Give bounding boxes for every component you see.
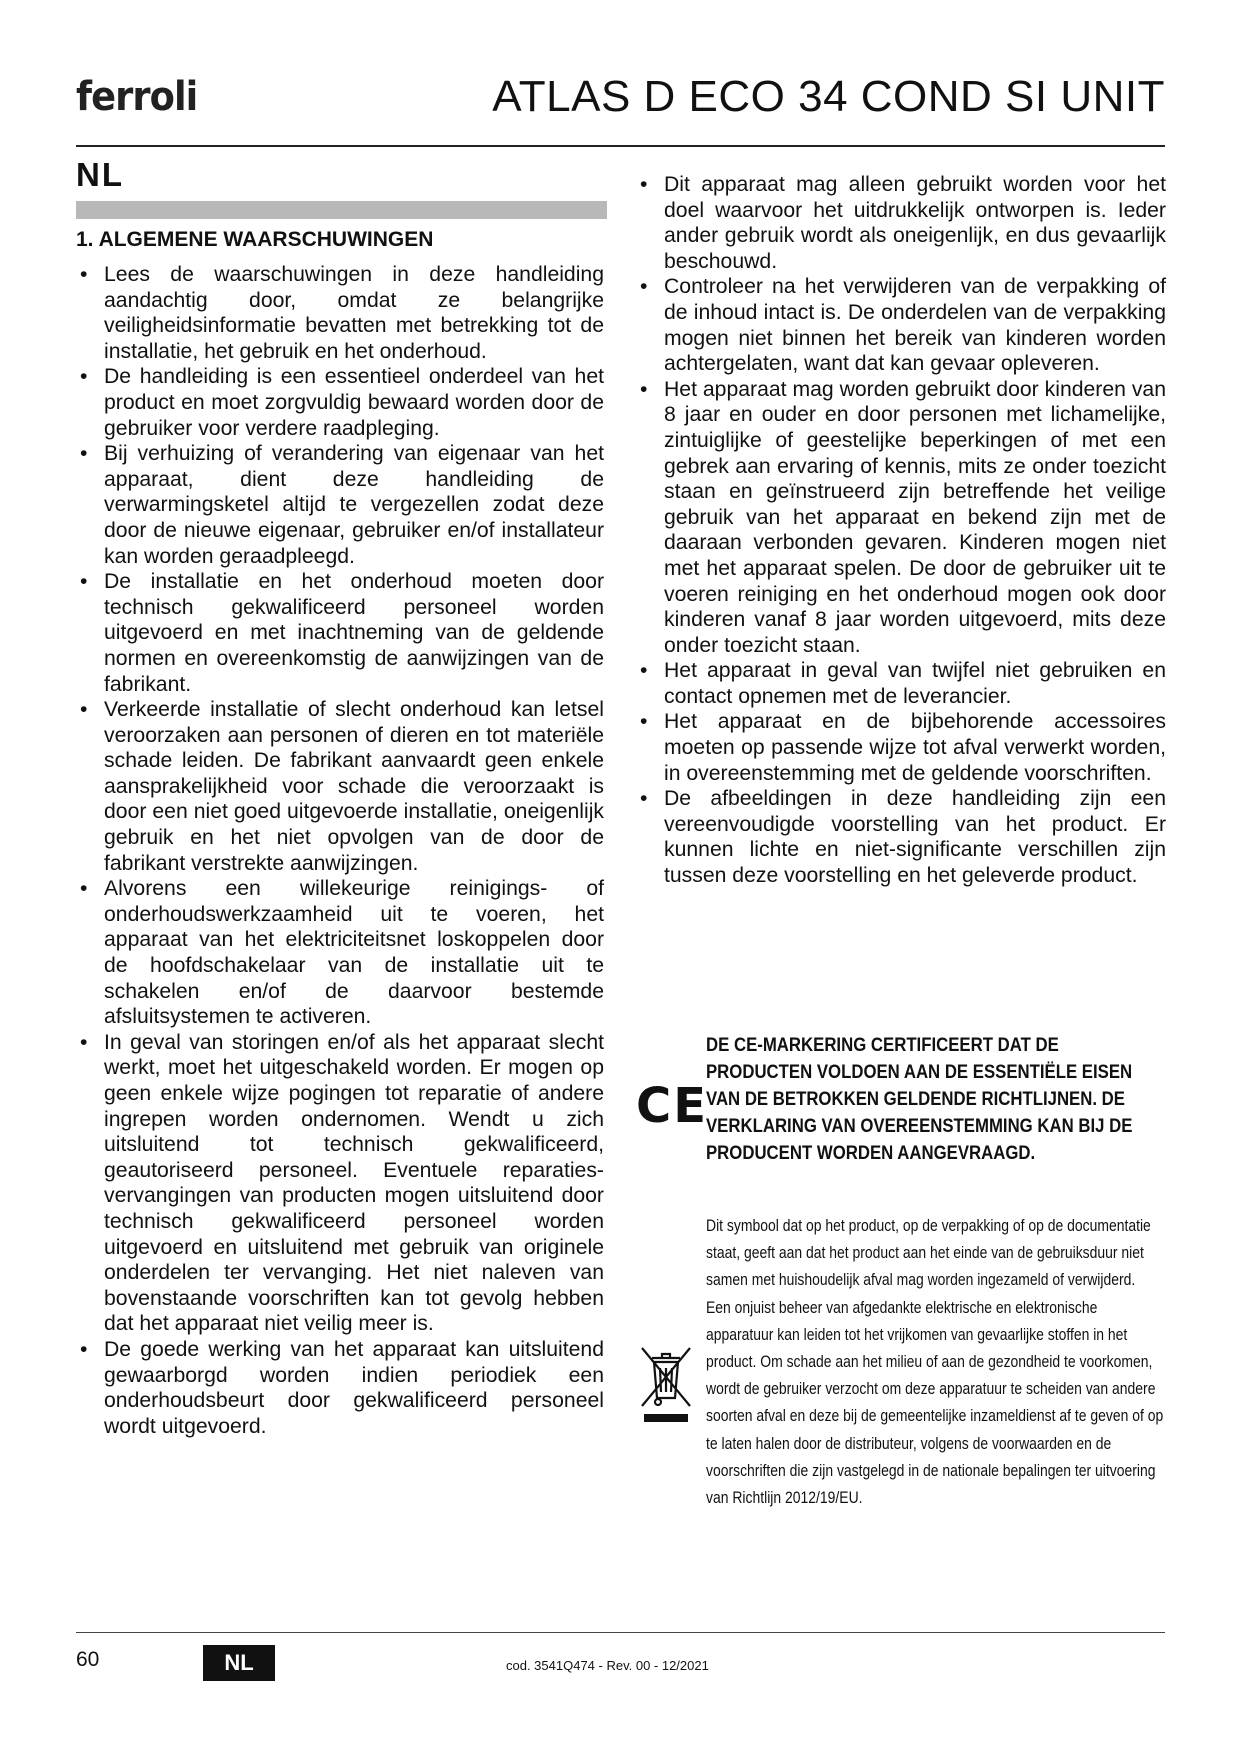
weee-block [636,1212,1166,1542]
list-item: • Verkeerde installatie of slecht onderhoud kan letsel veroorzaken aan personen of dieren en tot materiële schade leiden. De fabrikant aanvaardt geen enkele aansprakelijkheid voor schade die veroorzaakt is door een niet goed uitgevoerde installatie, oneigenlijk gebruik en het niet opvolgen van de door de fabrikant verstrekte aanwijzingen. [76,697,604,876]
warnings-list-right [636,172,1166,889]
list-item: • In geval van storingen en/of als het apparaat slecht werkt, moet het uitgeschakeld worden. Er mogen op geen enkele wijze pogingen tot reparatie of andere ingrepen worden ondernomen. Wendt u zich uitsluitend tot technisch gekwalificeerd, geautoriseerd personeel. Eventuele reparaties-vervangingen van producten mogen uitsluitend door technisch gekwalificeerd personeel worden uitgevoerd en uitsluitend met gebruik van originele onderdelen ter vervanging. Het niet naleven van bovenstaande voorschriften kan tot gevolg hebben dat het apparaat niet veilig meer is. [76,1030,604,1337]
list-item: • Controleer na het verwijderen van de verpakking of de inhoud intact is. De onderdelen van de verpakking mogen niet binnen het bereik van kinderen worden achtergelaten, want dat kan gevaar opleveren. [636,274,1166,376]
list-item: • De installatie en het onderhoud moeten door technisch gekwalificeerd personeel worden uitgevoerd en met inachtneming van de geldende normen en overeenkomstig de aanwijzingen van de fabrikant. [76,569,604,697]
list-item: • Het apparaat mag worden gebruikt door kinderen van 8 jaar en ouder en door personen met lichamelijke, zintuiglijke of geestelijke beperkingen of met een gebrek aan ervaring of kennis, mits ze onder toezicht staan en geïnstrueerd zijn betreffende het veilige gebruik van het apparaat en bekend zijn met de daaraan verbonden gevaren. Kinderen mogen niet met het apparaat spelen. De door de gebruiker uit te voeren reiniging en het onderhoud mogen ook door kinderen vanaf 8 jaar worden uitgevoerd, mits deze onder toezicht staan. [636,377,1166,659]
list-item: • De handleiding is een essentieel onderdeel van het product en moet zorgvuldig bewaard worden door de gebruiker voor verdere raadpleging. [76,364,604,441]
product-title: ATLAS D ECO 34 COND SI UNIT [492,72,1165,121]
ferroli-logo: ferroli [76,74,198,120]
language-badge: NL [203,1645,275,1681]
right-column [636,172,1166,889]
crossed-out-wheelie-bin-icon [638,1342,694,1424]
list-item: • Bij verhuizing of verandering van eigenaar van het apparaat, dient deze handleiding de verwarmingsketel altijd te vergezellen zodat deze door de nieuwe eigenaar, gebruiker en/of installateur kan worden geraadpleegd. [76,441,604,569]
footer-divider [76,1632,1165,1633]
ce-marking-block [636,1032,1166,1172]
list-item: • Het apparaat en de bijbehorende accessoires moeten op passende wijze tot afval verwerkt worden, in overeenstemming met de geldende voorschriften. [636,709,1166,786]
list-item: • Het apparaat in geval van twijfel niet gebruiken en contact opnemen met de leverancier. [636,658,1166,709]
ce-mark-icon: CE [636,1078,709,1134]
weee-paragraph-2: Een onjuist beheer van afgedankte elektrische en elektronische apparatuur kan leiden tot het vrijkomen van gevaarlijke stoffen in het product. Om schade aan het milieu of aan de gezondheid te voorkomen, wordt de gebruiker verzocht om deze apparatuur te scheiden van andere soorten afval en deze bij de gemeentelijke inzameldienst af te geven of op te laten halen door de distributeur, volgens de voorwaarden en de voorschriften die zijn vastgelegd in de nationale bepalingen ter uitvoering van Richtlijn 2012/19/EU. [706,1297,1164,1508]
document-code: cod. 3541Q474 - Rev. 00 - 12/2021 [506,1658,709,1673]
ce-marking-text: DE CE-MARKERING CERTIFICEERT DAT DE PRODUCTEN VOLDOEN AAN DE ESSENTIËLE EISEN VAN DE BETROKKEN GELDENDE RICHTLIJNEN. DE VERKLARING VAN OVEREENSTEMMING KAN BIJ DE PRODUCENT WORDEN AANGEVRAAGD. [706,1034,1133,1164]
language-label: NL [76,156,124,193]
weee-paragraph-1: Dit symbool dat op het product, op de verpakking of op de documentatie staat, geeft aan dat het product aan het einde van de gebruiksduur niet samen met huishoudelijk afval mag worden ingezameld of verwijderd. [706,1216,1151,1290]
section-bar [76,201,607,219]
header-divider [76,145,1165,147]
weee-text [706,1212,1165,1511]
list-item: • De afbeeldingen in deze handleiding zijn een vereenvoudigde voorstelling van het product. Er kunnen lichte en niet-significante verschillen zijn tussen deze voorstelling en het geleverde product. [636,786,1166,888]
page-number: 60 [76,1648,100,1671]
list-item: • Alvorens een willekeurige reinigings- of onderhoudswerkzaamheid uit te voeren, het apparaat van het elektriciteitsnet loskoppelen door de hoofdschakelaar van de installatie uit te schakelen en/of de daarvoor bestemde afsluitsystemen te activeren. [76,876,604,1030]
left-column [76,262,604,1439]
list-item: • Dit apparaat mag alleen gebruikt worden voor het doel waarvoor het uitdrukkelijk ontworpen is. Ieder ander gebruik wordt als oneigenlijk, en dus gevaarlijk beschouwd. [636,172,1166,274]
section-title: 1. ALGEMENE WAARSCHUWINGEN [76,228,434,251]
warnings-list-left [76,262,604,1439]
list-item: • Lees de waarschuwingen in deze handleiding aandachtig door, omdat ze belangrijke veiligheidsinformatie bevatten met betrekking tot de installatie, het gebruik en het onderhoud. [76,262,604,364]
list-item: • De goede werking van het apparaat kan uitsluitend gewaarborgd worden indien periodiek een onderhoudsbeurt door gekwalificeerd personeel wordt uitgevoerd. [76,1337,604,1439]
